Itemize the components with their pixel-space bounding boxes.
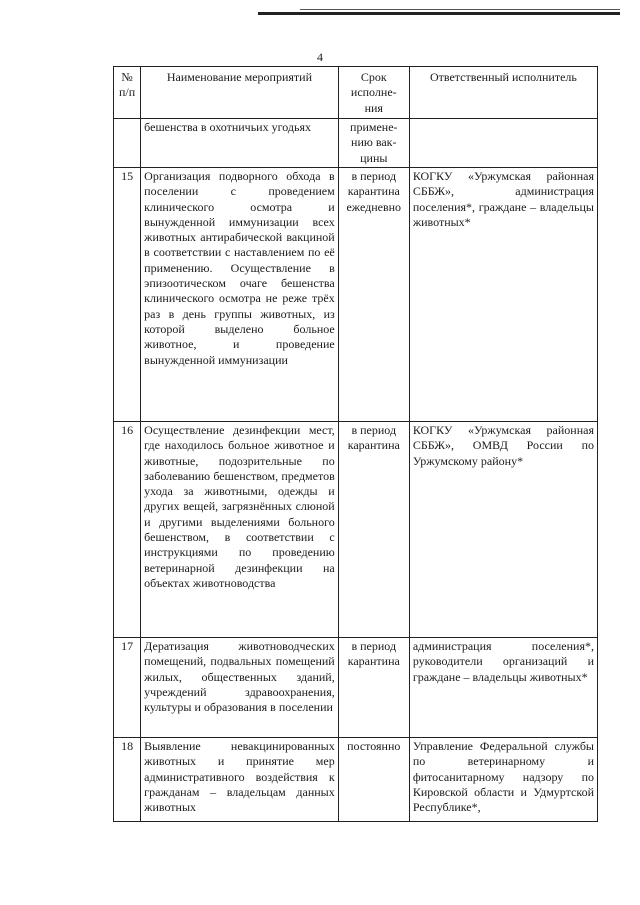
header-term: Срок исполне-ния	[338, 67, 409, 119]
row-num	[114, 119, 141, 168]
header-num: № п/п	[114, 67, 141, 119]
row-responsible: КОГКУ «Уржумская районная СББЖ», администрация поселения*, граждане – владельцы животных*	[409, 168, 597, 422]
table-row	[114, 119, 598, 168]
row-name: Организация подворного обхода в поселении с проведением клинического осмотра и вынужденной иммунизации всех животных антирабической вакциной в соответствии с наставлением по её применению. Осуществление в эпизоотическом очаге бешенства клинического осмотра не реже трёх раз в день группы животных, из которой выделено больное животное, и проведение вынужденной иммунизации	[141, 168, 339, 422]
table-row	[114, 168, 598, 422]
header-rule	[258, 12, 620, 15]
row-name: Выявление невакцинированных животных и принятие мер административного воздействия к гражданам – владельцам данных животных	[141, 738, 339, 822]
row-num: 15	[114, 168, 141, 422]
row-term: примене-нию вак-цины	[338, 119, 409, 168]
row-responsible: администрация поселения*, руководители организаций и граждане – владельцы животных*	[409, 638, 597, 738]
row-num: 16	[114, 422, 141, 638]
measures-table	[113, 66, 598, 822]
header-responsible: Ответственный исполнитель	[409, 67, 597, 119]
row-num: 17	[114, 638, 141, 738]
table-row	[114, 738, 598, 822]
row-responsible: Управление Федеральной службы по ветеринарному и фитосанитарному надзору по Кировской области и Удмуртской Республике*,	[409, 738, 597, 822]
table-row	[114, 422, 598, 638]
table-row	[114, 638, 598, 738]
row-term: в период карантина ежедневно	[338, 168, 409, 422]
page-number: 4	[317, 50, 323, 64]
row-name: бешенства в охотничьих угодьях	[141, 119, 339, 168]
row-responsible	[409, 119, 597, 168]
table-header-row	[114, 67, 598, 119]
row-responsible: КОГКУ «Уржумская районная СББЖ», ОМВД России по Уржумскому району*	[409, 422, 597, 638]
row-name: Осуществление дезинфекции мест, где находилось больное животное и животные, подозрительные по заболеванию бешенством, предметов ухода за животными, одежды и других вещей, загрязнённых слюной и другими выделениями больного бешенством, в соответствии с инструкциями по проведению ветеринарной дезинфекции на объектах животноводства	[141, 422, 339, 638]
header-rule-thin	[300, 9, 620, 10]
row-name: Дератизация животноводческих помещений, подвальных помещений жилых, общественных зданий, учреждений здравоохранения, культуры и образования в поселении	[141, 638, 339, 738]
row-term: в период карантина	[338, 422, 409, 638]
row-term: постоянно	[338, 738, 409, 822]
row-term: в период карантина	[338, 638, 409, 738]
header-name: Наименование мероприятий	[141, 67, 339, 119]
row-num: 18	[114, 738, 141, 822]
